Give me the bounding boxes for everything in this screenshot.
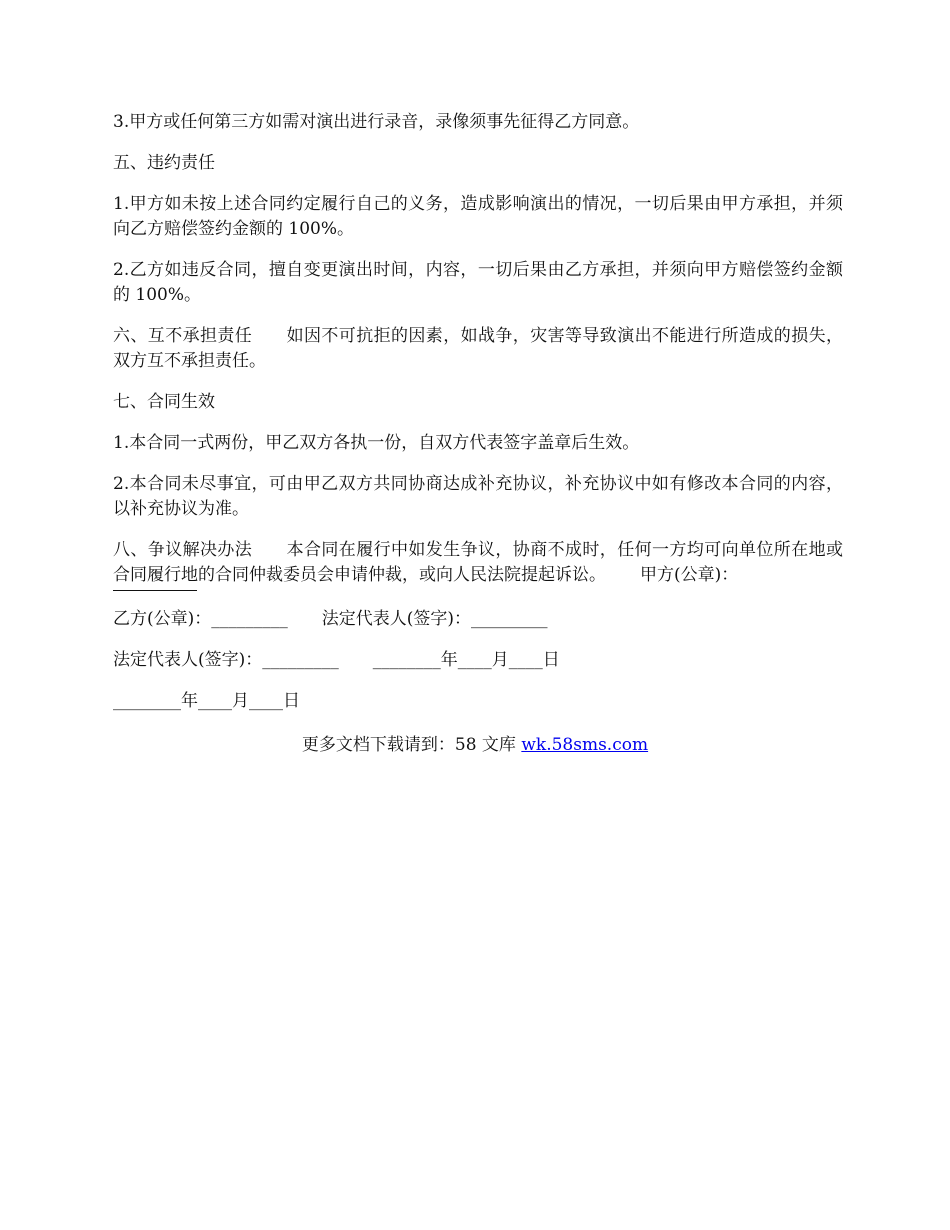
clause-3-recording: 3.甲方或任何第三方如需对演出进行录音，录像须事先征得乙方同意。 <box>113 112 640 132</box>
clause-breach-party-b: 2.乙方如违反合同，擅自变更演出时间，内容，一切后果由乙方承担，并须向甲方赔偿签约金额的 100%。 <box>113 260 843 305</box>
section-heading-7: 七、合同生效 <box>113 392 215 412</box>
footer-text: 更多文档下载请到：58 文库 <box>301 735 522 755</box>
section-6-paragraph <box>113 324 843 374</box>
signature-line-1: 乙方(公章)：_________ 法定代表人(签字)：_________ <box>113 609 548 629</box>
section-8-paragraph <box>113 538 843 588</box>
section-heading-8: 八、争议解决办法 <box>113 540 253 560</box>
download-footer <box>0 733 950 758</box>
force-majeure-text: 如因不可抗拒的因素，如战争，灾害等导致演出不能进行所造成的损失，双方互不承担责任。 <box>113 326 844 371</box>
party-a-seal-label: 甲方(公章)： <box>640 565 739 585</box>
clause-effect-2: 2.本合同未尽事宜，可由甲乙双方共同协商达成补充协议，补充协议中如有修改本合同的内容，以补充协议为准。 <box>113 474 843 519</box>
clause-breach-party-a: 1.甲方如未按上述合同约定履行自己的义务，造成影响演出的情况，一切后果由甲方承担，并须向乙方赔偿签约金额的 100%。 <box>113 194 843 239</box>
section-heading-5: 五、违约责任 <box>113 153 215 173</box>
document-body <box>113 110 843 730</box>
signature-line-3: ________年____月____日 <box>113 691 300 711</box>
party-a-seal-blank <box>113 590 197 591</box>
dispute-text: 本合同在履行中如发生争议，协商不成时，任何一方均可向单位所在地或合同履行地的合同仲裁委员会申请仲裁，或向人民法院提起诉讼。 <box>113 540 844 585</box>
section-heading-6: 六、互不承担责任 <box>113 326 253 346</box>
footer-link[interactable]: wk.58sms.com <box>521 735 649 755</box>
signature-line-2: 法定代表人(签字)：_________ ________年____月____日 <box>113 650 560 670</box>
clause-effect-1: 1.本合同一式两份，甲乙双方各执一份，自双方代表签字盖章后生效。 <box>113 433 640 453</box>
